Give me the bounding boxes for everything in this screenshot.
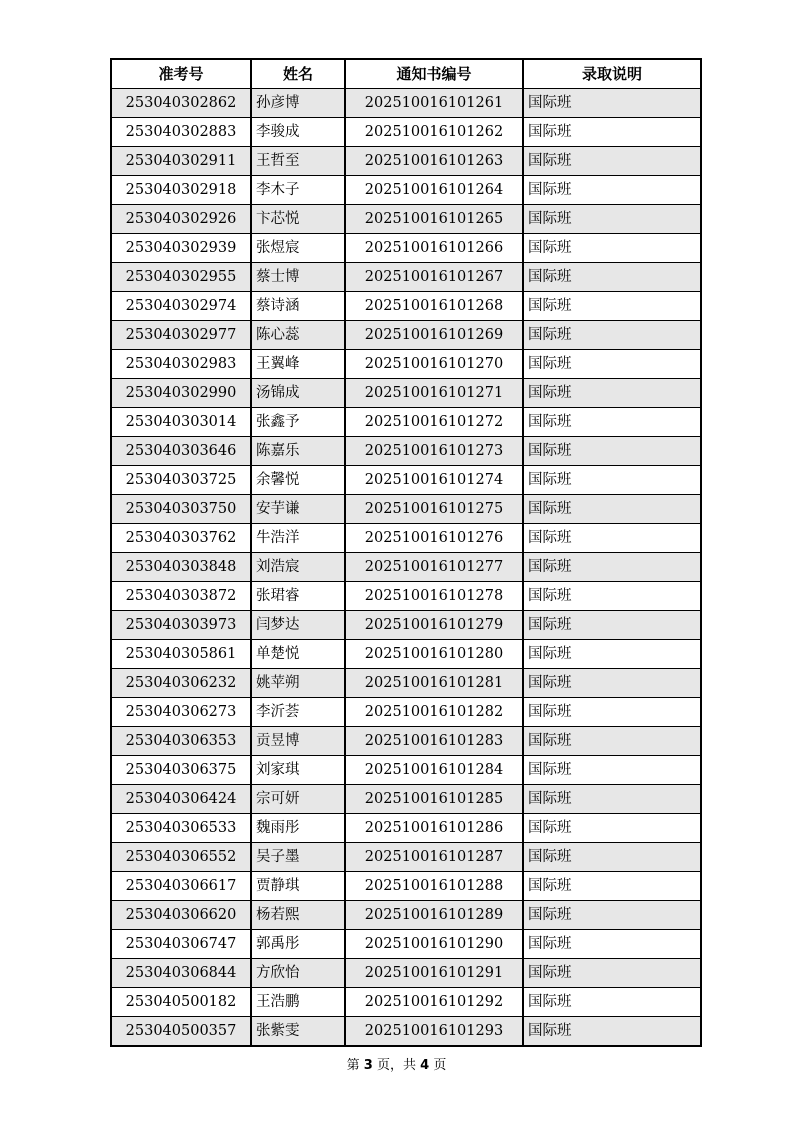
cell-notice-no: 202510016101261 [345, 89, 523, 118]
cell-exam-no: 253040302918 [111, 176, 251, 205]
cell-name: 陈嘉乐 [251, 437, 345, 466]
table-header-row [111, 59, 701, 89]
table-row [111, 698, 701, 727]
table-row [111, 524, 701, 553]
cell-name: 方欣怡 [251, 959, 345, 988]
cell-notice-no: 202510016101284 [345, 756, 523, 785]
cell-admission-note: 国际班 [523, 466, 701, 495]
cell-name: 李木子 [251, 176, 345, 205]
table-row [111, 292, 701, 321]
cell-admission-note: 国际班 [523, 785, 701, 814]
cell-name: 杨若熙 [251, 901, 345, 930]
cell-admission-note: 国际班 [523, 727, 701, 756]
cell-notice-no: 202510016101269 [345, 321, 523, 350]
cell-notice-no: 202510016101281 [345, 669, 523, 698]
cell-exam-no: 253040306552 [111, 843, 251, 872]
footer-total-pages: 4 [420, 1058, 430, 1073]
table-row [111, 263, 701, 292]
cell-admission-note: 国际班 [523, 669, 701, 698]
table-row [111, 89, 701, 118]
cell-exam-no: 253040303750 [111, 495, 251, 524]
cell-notice-no: 202510016101287 [345, 843, 523, 872]
cell-notice-no: 202510016101278 [345, 582, 523, 611]
table-row [111, 321, 701, 350]
table-row [111, 785, 701, 814]
cell-exam-no: 253040306747 [111, 930, 251, 959]
cell-name: 李骏成 [251, 118, 345, 147]
cell-name: 蔡士博 [251, 263, 345, 292]
cell-notice-no: 202510016101291 [345, 959, 523, 988]
cell-name: 张珺睿 [251, 582, 345, 611]
cell-admission-note: 国际班 [523, 205, 701, 234]
header-exam-no: 准考号 [111, 59, 251, 89]
cell-exam-no: 253040302926 [111, 205, 251, 234]
cell-notice-no: 202510016101263 [345, 147, 523, 176]
cell-name: 张紫雯 [251, 1017, 345, 1047]
cell-admission-note: 国际班 [523, 611, 701, 640]
cell-exam-no: 253040305861 [111, 640, 251, 669]
cell-notice-no: 202510016101273 [345, 437, 523, 466]
footer-page-number: 3 [363, 1058, 373, 1073]
cell-notice-no: 202510016101286 [345, 814, 523, 843]
cell-exam-no: 253040303725 [111, 466, 251, 495]
admission-table [110, 58, 702, 1047]
cell-admission-note: 国际班 [523, 263, 701, 292]
cell-exam-no: 253040303848 [111, 553, 251, 582]
cell-exam-no: 253040303014 [111, 408, 251, 437]
cell-exam-no: 253040306375 [111, 756, 251, 785]
cell-admission-note: 国际班 [523, 988, 701, 1017]
cell-name: 王翼峰 [251, 350, 345, 379]
cell-admission-note: 国际班 [523, 756, 701, 785]
cell-exam-no: 253040306273 [111, 698, 251, 727]
table-row [111, 814, 701, 843]
cell-admission-note: 国际班 [523, 553, 701, 582]
cell-notice-no: 202510016101266 [345, 234, 523, 263]
table-row [111, 205, 701, 234]
footer-suffix: 页 [433, 1058, 447, 1073]
cell-name: 宗可妍 [251, 785, 345, 814]
table-row [111, 1017, 701, 1047]
cell-exam-no: 253040306617 [111, 872, 251, 901]
cell-name: 单楚悦 [251, 640, 345, 669]
cell-exam-no: 253040302883 [111, 118, 251, 147]
cell-admission-note: 国际班 [523, 321, 701, 350]
table-row [111, 756, 701, 785]
cell-admission-note: 国际班 [523, 872, 701, 901]
cell-name: 卞芯悦 [251, 205, 345, 234]
cell-exam-no: 253040306232 [111, 669, 251, 698]
cell-admission-note: 国际班 [523, 843, 701, 872]
cell-exam-no: 253040302955 [111, 263, 251, 292]
cell-notice-no: 202510016101277 [345, 553, 523, 582]
cell-name: 汤锦成 [251, 379, 345, 408]
cell-admission-note: 国际班 [523, 176, 701, 205]
footer-prefix: 第 [346, 1058, 360, 1073]
cell-notice-no: 202510016101283 [345, 727, 523, 756]
cell-admission-note: 国际班 [523, 495, 701, 524]
cell-name: 闫梦达 [251, 611, 345, 640]
header-name: 姓名 [251, 59, 345, 89]
table-row [111, 843, 701, 872]
cell-exam-no: 253040303646 [111, 437, 251, 466]
table-row [111, 872, 701, 901]
admission-sheet [110, 58, 700, 1047]
cell-name: 蔡诗涵 [251, 292, 345, 321]
cell-exam-no: 253040500182 [111, 988, 251, 1017]
table-row [111, 727, 701, 756]
cell-exam-no: 253040302911 [111, 147, 251, 176]
cell-exam-no: 253040303762 [111, 524, 251, 553]
cell-notice-no: 202510016101262 [345, 118, 523, 147]
cell-admission-note: 国际班 [523, 89, 701, 118]
cell-name: 王浩鹏 [251, 988, 345, 1017]
cell-notice-no: 202510016101275 [345, 495, 523, 524]
cell-name: 刘家琪 [251, 756, 345, 785]
cell-name: 李沂荟 [251, 698, 345, 727]
cell-exam-no: 253040302939 [111, 234, 251, 263]
cell-notice-no: 202510016101288 [345, 872, 523, 901]
table-row [111, 350, 701, 379]
cell-notice-no: 202510016101289 [345, 901, 523, 930]
cell-admission-note: 国际班 [523, 234, 701, 263]
cell-notice-no: 202510016101285 [345, 785, 523, 814]
table-row [111, 147, 701, 176]
cell-exam-no: 253040306844 [111, 959, 251, 988]
table-row [111, 234, 701, 263]
cell-name: 魏雨彤 [251, 814, 345, 843]
cell-notice-no: 202510016101292 [345, 988, 523, 1017]
cell-admission-note: 国际班 [523, 437, 701, 466]
cell-admission-note: 国际班 [523, 959, 701, 988]
cell-admission-note: 国际班 [523, 379, 701, 408]
cell-exam-no: 253040306424 [111, 785, 251, 814]
cell-admission-note: 国际班 [523, 524, 701, 553]
header-notice-no: 通知书编号 [345, 59, 523, 89]
cell-name: 张煜宸 [251, 234, 345, 263]
cell-exam-no: 253040302990 [111, 379, 251, 408]
cell-exam-no: 253040302974 [111, 292, 251, 321]
cell-admission-note: 国际班 [523, 408, 701, 437]
cell-notice-no: 202510016101282 [345, 698, 523, 727]
cell-exam-no: 253040306353 [111, 727, 251, 756]
header-admission-note: 录取说明 [523, 59, 701, 89]
cell-admission-note: 国际班 [523, 640, 701, 669]
cell-name: 张鑫予 [251, 408, 345, 437]
cell-name: 安芋谦 [251, 495, 345, 524]
cell-exam-no: 253040302862 [111, 89, 251, 118]
cell-notice-no: 202510016101290 [345, 930, 523, 959]
cell-admission-note: 国际班 [523, 582, 701, 611]
cell-notice-no: 202510016101293 [345, 1017, 523, 1047]
footer-middle: 页，共 [376, 1058, 416, 1073]
table-row [111, 901, 701, 930]
table-row [111, 553, 701, 582]
cell-admission-note: 国际班 [523, 118, 701, 147]
table-row [111, 611, 701, 640]
cell-admission-note: 国际班 [523, 292, 701, 321]
cell-exam-no: 253040500357 [111, 1017, 251, 1047]
table-row [111, 379, 701, 408]
cell-admission-note: 国际班 [523, 350, 701, 379]
cell-name: 姚苹朔 [251, 669, 345, 698]
cell-admission-note: 国际班 [523, 698, 701, 727]
table-row [111, 582, 701, 611]
cell-notice-no: 202510016101268 [345, 292, 523, 321]
table-row [111, 408, 701, 437]
cell-name: 孙彦博 [251, 89, 345, 118]
cell-name: 刘浩宸 [251, 553, 345, 582]
cell-exam-no: 253040306620 [111, 901, 251, 930]
cell-exam-no: 253040306533 [111, 814, 251, 843]
table-row [111, 930, 701, 959]
cell-name: 牛浩洋 [251, 524, 345, 553]
cell-admission-note: 国际班 [523, 1017, 701, 1047]
table-body [111, 89, 701, 1047]
cell-name: 贾静琪 [251, 872, 345, 901]
table-row [111, 176, 701, 205]
cell-notice-no: 202510016101279 [345, 611, 523, 640]
table-row [111, 988, 701, 1017]
cell-admission-note: 国际班 [523, 147, 701, 176]
cell-name: 王哲至 [251, 147, 345, 176]
table-row [111, 669, 701, 698]
table-row [111, 118, 701, 147]
table-row [111, 640, 701, 669]
table-row [111, 959, 701, 988]
cell-name: 郭禹彤 [251, 930, 345, 959]
cell-exam-no: 253040302977 [111, 321, 251, 350]
cell-notice-no: 202510016101270 [345, 350, 523, 379]
cell-exam-no: 253040303872 [111, 582, 251, 611]
cell-admission-note: 国际班 [523, 901, 701, 930]
cell-notice-no: 202510016101264 [345, 176, 523, 205]
cell-name: 贡昱博 [251, 727, 345, 756]
cell-exam-no: 253040303973 [111, 611, 251, 640]
table-row [111, 466, 701, 495]
cell-notice-no: 202510016101265 [345, 205, 523, 234]
cell-name: 余馨悦 [251, 466, 345, 495]
cell-notice-no: 202510016101280 [345, 640, 523, 669]
cell-admission-note: 国际班 [523, 814, 701, 843]
cell-admission-note: 国际班 [523, 930, 701, 959]
cell-notice-no: 202510016101267 [345, 263, 523, 292]
page-footer [0, 1054, 793, 1073]
cell-notice-no: 202510016101271 [345, 379, 523, 408]
cell-notice-no: 202510016101276 [345, 524, 523, 553]
table-row [111, 437, 701, 466]
cell-exam-no: 253040302983 [111, 350, 251, 379]
table-row [111, 495, 701, 524]
cell-notice-no: 202510016101272 [345, 408, 523, 437]
cell-notice-no: 202510016101274 [345, 466, 523, 495]
cell-name: 吴子墨 [251, 843, 345, 872]
cell-name: 陈心蕊 [251, 321, 345, 350]
